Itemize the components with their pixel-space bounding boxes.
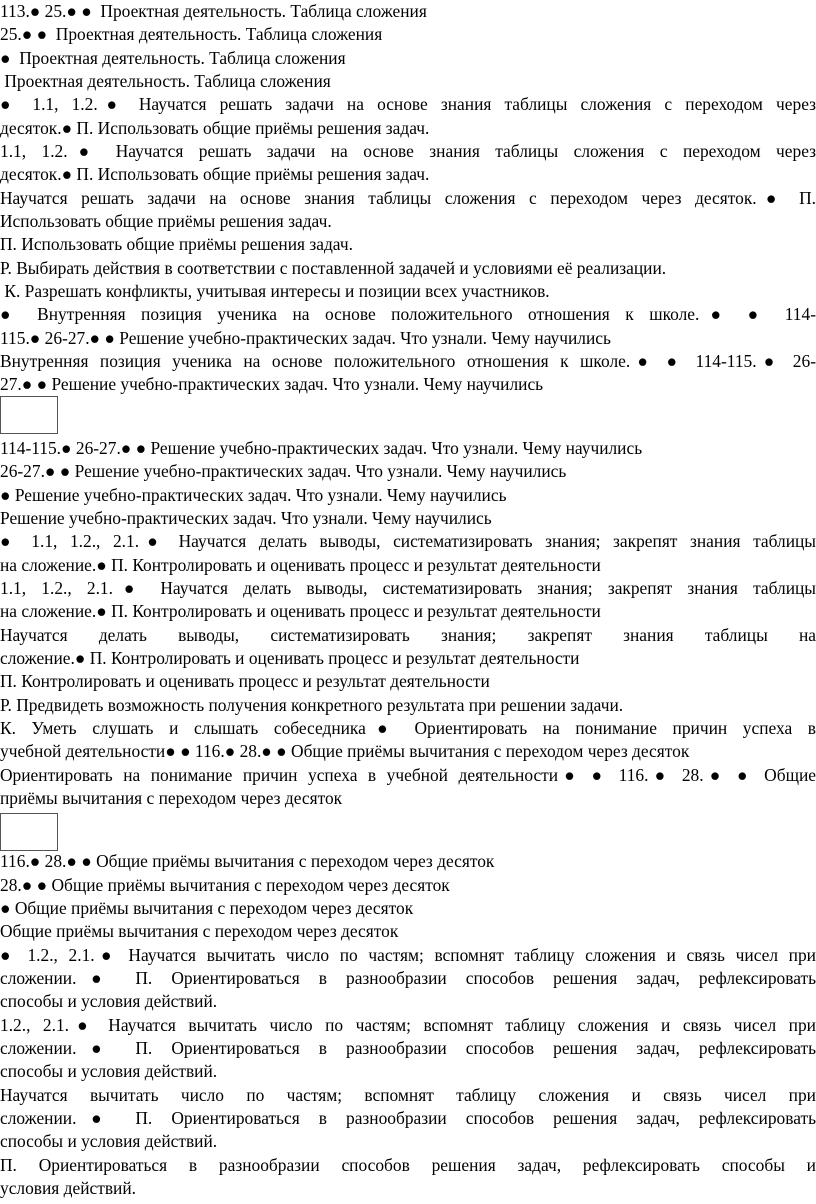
text-line: десяток.● П. Использовать общие приёмы решения задач. bbox=[0, 164, 430, 184]
text-line: ● 1.1, 1.2., 2.1.● Научатся делать выводы, систематизировать знания; закрепят знания таблицы bbox=[0, 531, 816, 551]
text-line: 27.● ● Решение учебно-практических задач. Что узнали. Чему научились bbox=[0, 374, 544, 394]
text-line: на сложение.● П. Контролировать и оценивать процесс и результат деятельности bbox=[0, 555, 601, 575]
text-line: 26-27.● ● Решение учебно-практических задач. Что узнали. Чему научились bbox=[0, 461, 567, 481]
text-line: Проектная деятельность. Таблица сложения bbox=[0, 71, 331, 91]
text-line: 116.● 28.● ● Общие приёмы вычитания с переходом через десяток bbox=[0, 851, 495, 871]
text-line: сложение.● П. Контролировать и оценивать процесс и результат деятельности bbox=[0, 648, 580, 668]
text-line: приёмы вычитания с переходом через десяток bbox=[0, 788, 343, 808]
empty-cell-box bbox=[0, 396, 58, 434]
text-line: 113.● 25.● ● Проектная деятельность. Таблица сложения bbox=[0, 1, 427, 21]
text-line: П. Ориентироваться в разнообразии способов решения задач, рефлексировать способы и bbox=[0, 1155, 816, 1175]
text-line: условия действий. bbox=[0, 1178, 137, 1198]
text-line: П. Использовать общие приёмы решения задач. bbox=[0, 234, 353, 254]
text-line: 1.2., 2.1.● Научатся вычитать число по частям; вспомнят таблицу сложения и связь чисел при bbox=[0, 1015, 816, 1035]
text-line: ● 1.1, 1.2.● Научатся решать задачи на основе знания таблицы сложения с переходом через bbox=[0, 94, 816, 114]
text-line: ● Проектная деятельность. Таблица сложения bbox=[0, 48, 346, 68]
text-line: сложении.● П. Ориентироваться в разнообразии способов решения задач, рефлексировать bbox=[0, 1038, 816, 1058]
text-line: Общие приёмы вычитания с переходом через десяток bbox=[0, 921, 399, 941]
text-line: 1.1, 1.2.● Научатся решать задачи на основе знания таблицы сложения с переходом через bbox=[0, 141, 816, 161]
text-line: ● Внутренняя позиция ученика на основе положительного отношения к школе.● ● 114- bbox=[0, 304, 816, 324]
text-line: Р. Предвидеть возможность получения конкретного результата при решении задачи. bbox=[0, 695, 624, 715]
text-line: Научатся вычитать число по частям; вспомнят таблицу сложения и связь чисел при bbox=[0, 1085, 816, 1105]
text-line: К. Разрешать конфликты, учитывая интересы и позиции всех участников. bbox=[0, 281, 550, 301]
text-line: Р. Выбирать действия в соответствии с поставленной задачей и условиями её реализации. bbox=[0, 258, 667, 278]
text-line: 28.● ● Общие приёмы вычитания с переходом через десяток bbox=[0, 875, 450, 895]
text-line: десяток.● П. Использовать общие приёмы решения задач. bbox=[0, 118, 430, 138]
text-line: ● 1.2., 2.1.● Научатся вычитать число по частям; вспомнят таблицу сложения и связь чисел при bbox=[0, 945, 816, 965]
text-line: 115.● 26-27.● ● Решение учебно-практических задач. Что узнали. Чему научились bbox=[0, 328, 611, 348]
empty-cell-box bbox=[0, 813, 58, 851]
text-line: сложении.● П. Ориентироваться в разнообразии способов решения задач, рефлексировать bbox=[0, 1108, 816, 1128]
text-line: Внутренняя позиция ученика на основе положительного отношения к школе.● ● 114-115.● 26- bbox=[0, 351, 816, 371]
text-line: сложении.● П. Ориентироваться в разнообразии способов решения задач, рефлексировать bbox=[0, 968, 816, 988]
text-line: учебной деятельности● ● 116.● 28.● ● Общие приёмы вычитания с переходом через десяток bbox=[0, 741, 690, 761]
text-line: П. Контролировать и оценивать процесс и результат деятельности bbox=[0, 671, 490, 691]
text-line: К. Уметь слушать и слышать собеседника● Ориентировать на понимание причин успеха в bbox=[0, 718, 816, 738]
text-line: ● Общие приёмы вычитания с переходом через десяток bbox=[0, 898, 414, 918]
text-line: Научатся делать выводы, систематизировать знания; закрепят знания таблицы на bbox=[0, 625, 816, 645]
text-line: способы и условия действий. bbox=[0, 1131, 218, 1151]
text-line: 114-115.● 26-27.● ● Решение учебно-практических задач. Что узнали. Чему научились bbox=[0, 438, 643, 458]
text-line: Ориентировать на понимание причин успеха в учебной деятельности● ● 116.● 28.● ● Общие bbox=[0, 765, 816, 785]
text-line: способы и условия действий. bbox=[0, 991, 218, 1011]
text-line: Научатся решать задачи на основе знания таблицы сложения с переходом через десяток.● П. bbox=[0, 188, 816, 208]
text-line: Решение учебно-практических задач. Что узнали. Чему научились bbox=[0, 508, 492, 528]
text-line: способы и условия действий. bbox=[0, 1061, 218, 1081]
text-line: 25.● ● Проектная деятельность. Таблица сложения bbox=[0, 24, 383, 44]
text-line: Использовать общие приёмы решения задач. bbox=[0, 211, 332, 231]
text-line: ● Решение учебно-практических задач. Что узнали. Чему научились bbox=[0, 485, 507, 505]
text-line: на сложение.● П. Контролировать и оценивать процесс и результат деятельности bbox=[0, 601, 601, 621]
text-line: 1.1, 1.2., 2.1.● Научатся делать выводы, систематизировать знания; закрепят знания таблицы bbox=[0, 578, 816, 598]
